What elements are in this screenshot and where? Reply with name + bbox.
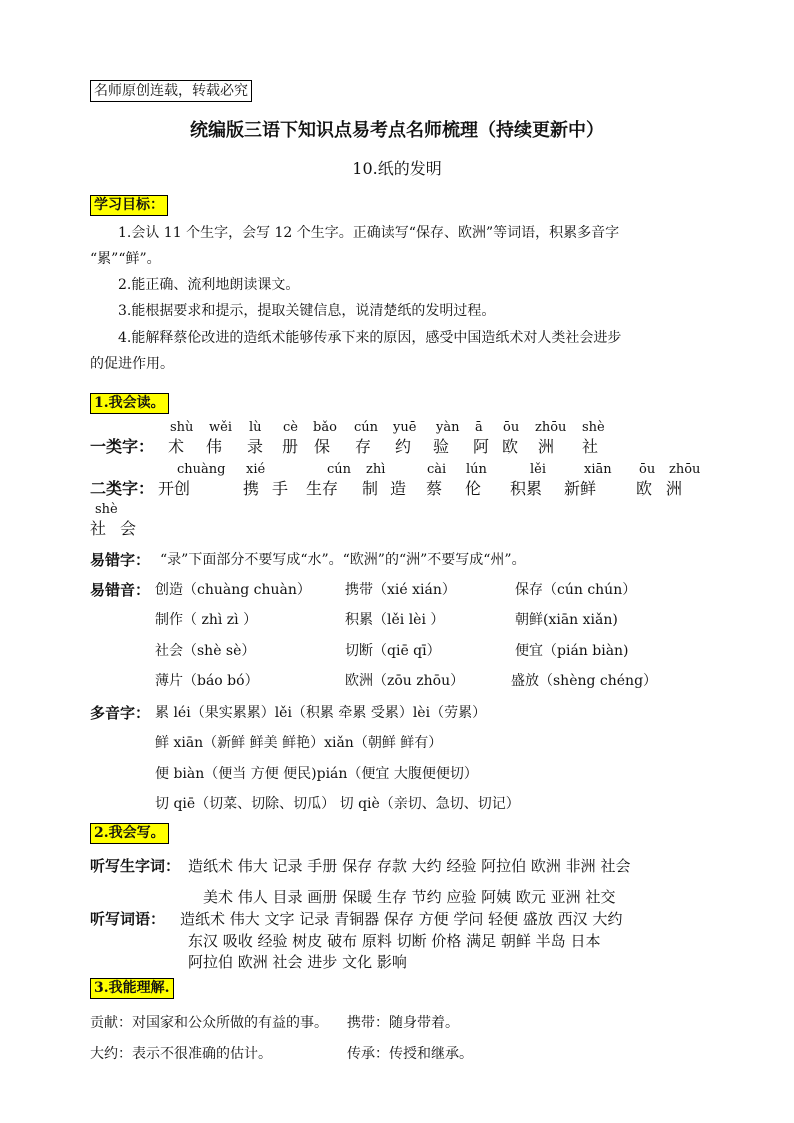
- pinyin: cài: [427, 462, 447, 477]
- hanzi: 保: [314, 437, 331, 456]
- poly-line: 便 biàn（便当 方便 便民)pián（便宜 大腹便便切）: [155, 766, 478, 782]
- hanzi: 欧: [636, 479, 653, 498]
- understand-heading: 3.我能理解.: [90, 978, 174, 999]
- hanzi: 伟: [206, 437, 223, 456]
- wrong-sound-item: 薄片（báo bó）: [155, 673, 259, 689]
- wrong-sound-item: 积累（lěi lèi ）: [345, 612, 445, 628]
- wrong-sound-label: 易错音：: [90, 581, 151, 599]
- pinyin: shè: [95, 502, 118, 517]
- hanzi: 洲: [538, 437, 555, 456]
- hanzi: 社: [90, 519, 107, 538]
- wrong-sound-item: 制作（ zhì zì ）: [155, 612, 258, 628]
- definition: 传承：传授和继承。: [347, 1046, 473, 1062]
- pinyin: wěi: [209, 420, 232, 435]
- pinyin: lù: [249, 420, 262, 435]
- lesson-title: 10.纸的发明: [352, 159, 442, 178]
- pinyin: yuē: [393, 420, 417, 435]
- pinyin: lún: [466, 462, 487, 477]
- hanzi: 积累: [510, 479, 543, 498]
- pinyin: ōu: [639, 462, 656, 477]
- hanzi: 洲: [666, 479, 683, 498]
- hanzi: 欧: [502, 437, 519, 456]
- pinyin: bǎo: [313, 420, 337, 435]
- dict-word-label: 听写词语：: [90, 910, 166, 928]
- hanzi: 术: [168, 437, 185, 456]
- hanzi: 生存: [306, 479, 339, 498]
- wrong-char-label: 易错字：: [90, 551, 151, 569]
- poly-line: 鲜 xiān（新鲜 鲜美 鲜艳）xiǎn（朝鲜 鲜有）: [155, 735, 443, 751]
- dict-word-line: 造纸术 伟大 文字 记录 青铜器 保存 方便 学问 轻便 盛放 西汉 大约: [180, 910, 623, 928]
- pinyin: zhōu: [535, 420, 567, 435]
- pinyin: zhì: [366, 462, 386, 477]
- pinyin: cún: [354, 420, 379, 435]
- wrong-sound-item: 切断（qiē qī）: [345, 643, 441, 659]
- read-heading: 1.我会读。: [90, 393, 169, 414]
- pinyin: cè: [283, 420, 298, 435]
- pinyin: lěi: [530, 462, 547, 477]
- dict-char-label: 听写生字词：: [90, 857, 181, 875]
- hanzi: 存: [355, 437, 372, 456]
- hanzi: 蔡: [426, 479, 443, 498]
- dict-word-line: 阿拉伯 欧洲 社会 进步 文化 影响: [188, 953, 407, 971]
- goal-line: 2.能正确、流利地朗读课文。: [118, 277, 300, 293]
- pinyin: zhōu: [669, 462, 701, 477]
- poly-label: 多音字：: [90, 704, 151, 722]
- goal-line: “累”“鲜”。: [90, 251, 161, 267]
- wrong-sound-item: 朝鲜(xiān xiǎn): [515, 612, 618, 628]
- goal-line: 3.能根据要求和提示，提取关键信息，说清楚纸的发明过程。: [118, 303, 496, 319]
- pinyin: yàn: [436, 420, 460, 435]
- class2-label: 二类字：: [90, 479, 155, 498]
- hanzi: 阿: [473, 437, 490, 456]
- pinyin: ā: [475, 420, 483, 435]
- wrong-sound-item: 保存（cún chún）: [515, 582, 637, 598]
- wrong-sound-item: 便宜（pián biàn): [515, 643, 629, 659]
- hanzi: 册: [282, 437, 299, 456]
- hanzi: 验: [433, 437, 450, 456]
- hanzi: 制: [362, 479, 379, 498]
- class1-label: 一类字：: [90, 437, 155, 456]
- pinyin: cún: [327, 462, 352, 477]
- copyright-notice: 名师原创连载，转载必究: [90, 80, 252, 102]
- hanzi: 造: [390, 479, 407, 498]
- poly-line: 累 léi（果实累累）lěi（积累 牵累 受累）lèi（劳累）: [155, 705, 487, 721]
- poly-line: 切 qiē（切菜、切除、切瓜） 切 qiè（亲切、急切、切记）: [155, 796, 520, 812]
- wrong-char-text: “录”下面部分不要写成“水”。“欧洲”的“洲”不要写成“州”。: [160, 552, 526, 568]
- hanzi: 录: [247, 437, 264, 456]
- hanzi: 会: [120, 519, 137, 538]
- hanzi: 伦: [465, 479, 482, 498]
- hanzi: 携: [243, 479, 260, 498]
- dict-word-line: 东汉 吸收 经验 树皮 破布 原料 切断 价格 满足 朝鲜 半岛 日本: [188, 932, 601, 950]
- goal-line: 4.能解释蔡伦改进的造纸术能够传承下来的原因，感受中国造纸术对人类社会进步: [118, 330, 622, 346]
- goal-line: 1.会认 11 个生字，会写 12 个生字。正确读写“保存、欧洲”等词语，积累多音字: [118, 225, 620, 241]
- pinyin: ōu: [503, 420, 520, 435]
- hanzi: 开创: [158, 479, 191, 498]
- definition: 携带：随身带着。: [347, 1015, 459, 1031]
- goal-line: 的促进作用。: [90, 356, 174, 372]
- hanzi: 社: [582, 437, 599, 456]
- pinyin: chuàng: [177, 462, 226, 477]
- definition: 大约：表示不很准确的估计。: [90, 1046, 272, 1062]
- hanzi: 新鲜: [564, 479, 597, 498]
- wrong-sound-item: 欧洲（zōu zhōu）: [345, 673, 465, 689]
- wrong-sound-item: 创造（chuàng chuàn）: [155, 582, 311, 598]
- pinyin: xiān: [584, 462, 612, 477]
- dict-char-line: 造纸术 伟大 记录 手册 保存 存款 大约 经验 阿拉伯 欧洲 非洲 社会: [188, 857, 631, 875]
- wrong-sound-item: 携带（xié xián）: [345, 582, 456, 598]
- pinyin: xié: [246, 462, 266, 477]
- pinyin: shè: [582, 420, 605, 435]
- write-heading: 2.我会写。: [90, 823, 169, 844]
- goals-heading: 学习目标：: [90, 195, 168, 216]
- definition: 贡献：对国家和公众所做的有益的事。: [90, 1015, 328, 1031]
- hanzi: 约: [395, 437, 412, 456]
- wrong-sound-item: 盛放（shèng chéng）: [511, 673, 658, 689]
- page-title: 统编版三语下知识点易考点名师梳理（持续更新中）: [190, 120, 604, 141]
- wrong-sound-item: 社会（shè sè）: [155, 643, 256, 659]
- pinyin: shù: [170, 420, 194, 435]
- dict-char-line: 美术 伟人 目录 画册 保暖 生存 节约 应验 阿姨 欧元 亚洲 社交: [203, 888, 616, 906]
- hanzi: 手: [272, 479, 289, 498]
